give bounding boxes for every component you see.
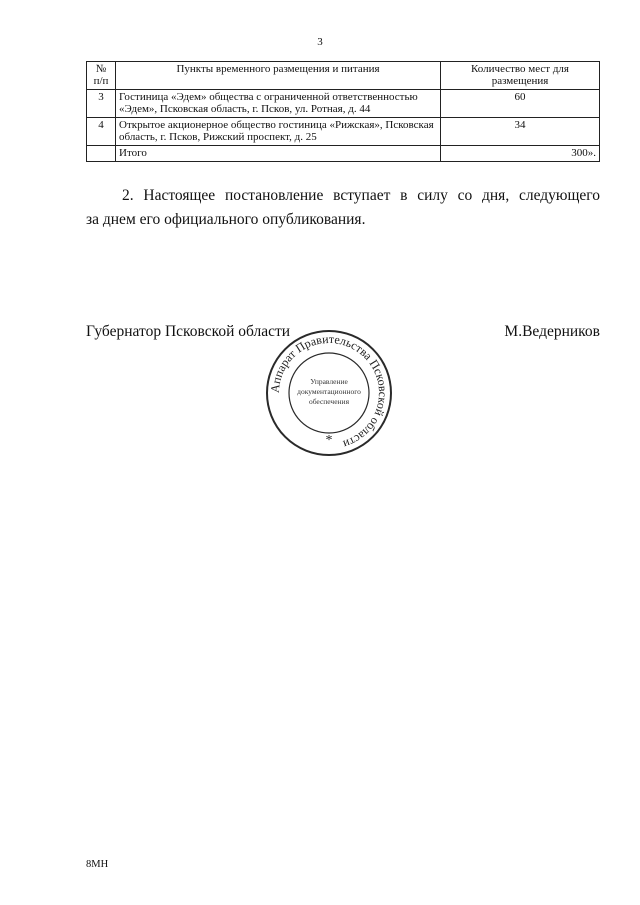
table-row: [87, 90, 600, 118]
seal-center-line-1: Управление: [310, 377, 348, 386]
header-name: Пункты временного размещения и питания: [116, 62, 441, 90]
footer-code: 8МН: [86, 859, 109, 870]
paragraph-line-1: 2. Настоящее постановление вступает в силу со дня, следующего: [122, 187, 600, 204]
table-row: [87, 118, 600, 146]
effective-date-paragraph: [86, 184, 600, 232]
total-num-empty: [87, 146, 116, 162]
row-num: 3: [87, 90, 116, 118]
row-count: 60: [441, 90, 600, 118]
seal-center-line-3: обеспечения: [308, 397, 350, 406]
row-num: 4: [87, 118, 116, 146]
signatory-name: М.Ведерников: [504, 323, 600, 340]
row-name: Открытое акционерное общество гостиница «Рижская», Псковская область, г. Псков, Рижский проспект, д. 25: [116, 118, 441, 146]
table-header-row: [87, 62, 600, 90]
header-num: № п/п: [87, 62, 116, 90]
seal-center-line-2: документационного: [297, 387, 361, 396]
accommodation-table: [86, 61, 600, 162]
paragraph-line-2: за днем его официального опубликования.: [86, 211, 366, 228]
table-total-row: [87, 146, 600, 162]
header-count: Количество мест для размещения: [441, 62, 600, 90]
seal-ring-text: Аппарат Правительства Псковской области: [267, 331, 391, 452]
seal-star-icon: *: [325, 433, 333, 448]
row-count: 34: [441, 118, 600, 146]
total-label: Итого: [116, 146, 441, 162]
total-value: 300».: [441, 146, 600, 162]
page-number: 3: [317, 36, 323, 48]
row-name: Гостиница «Эдем» общества с ограниченной ответственностью «Эдем», Псковская область, г. Псков, ул. Ротная, д. 44: [116, 90, 441, 118]
signatory-title: Губернатор Псковской области: [86, 323, 291, 340]
official-seal-stamp: [264, 328, 394, 458]
